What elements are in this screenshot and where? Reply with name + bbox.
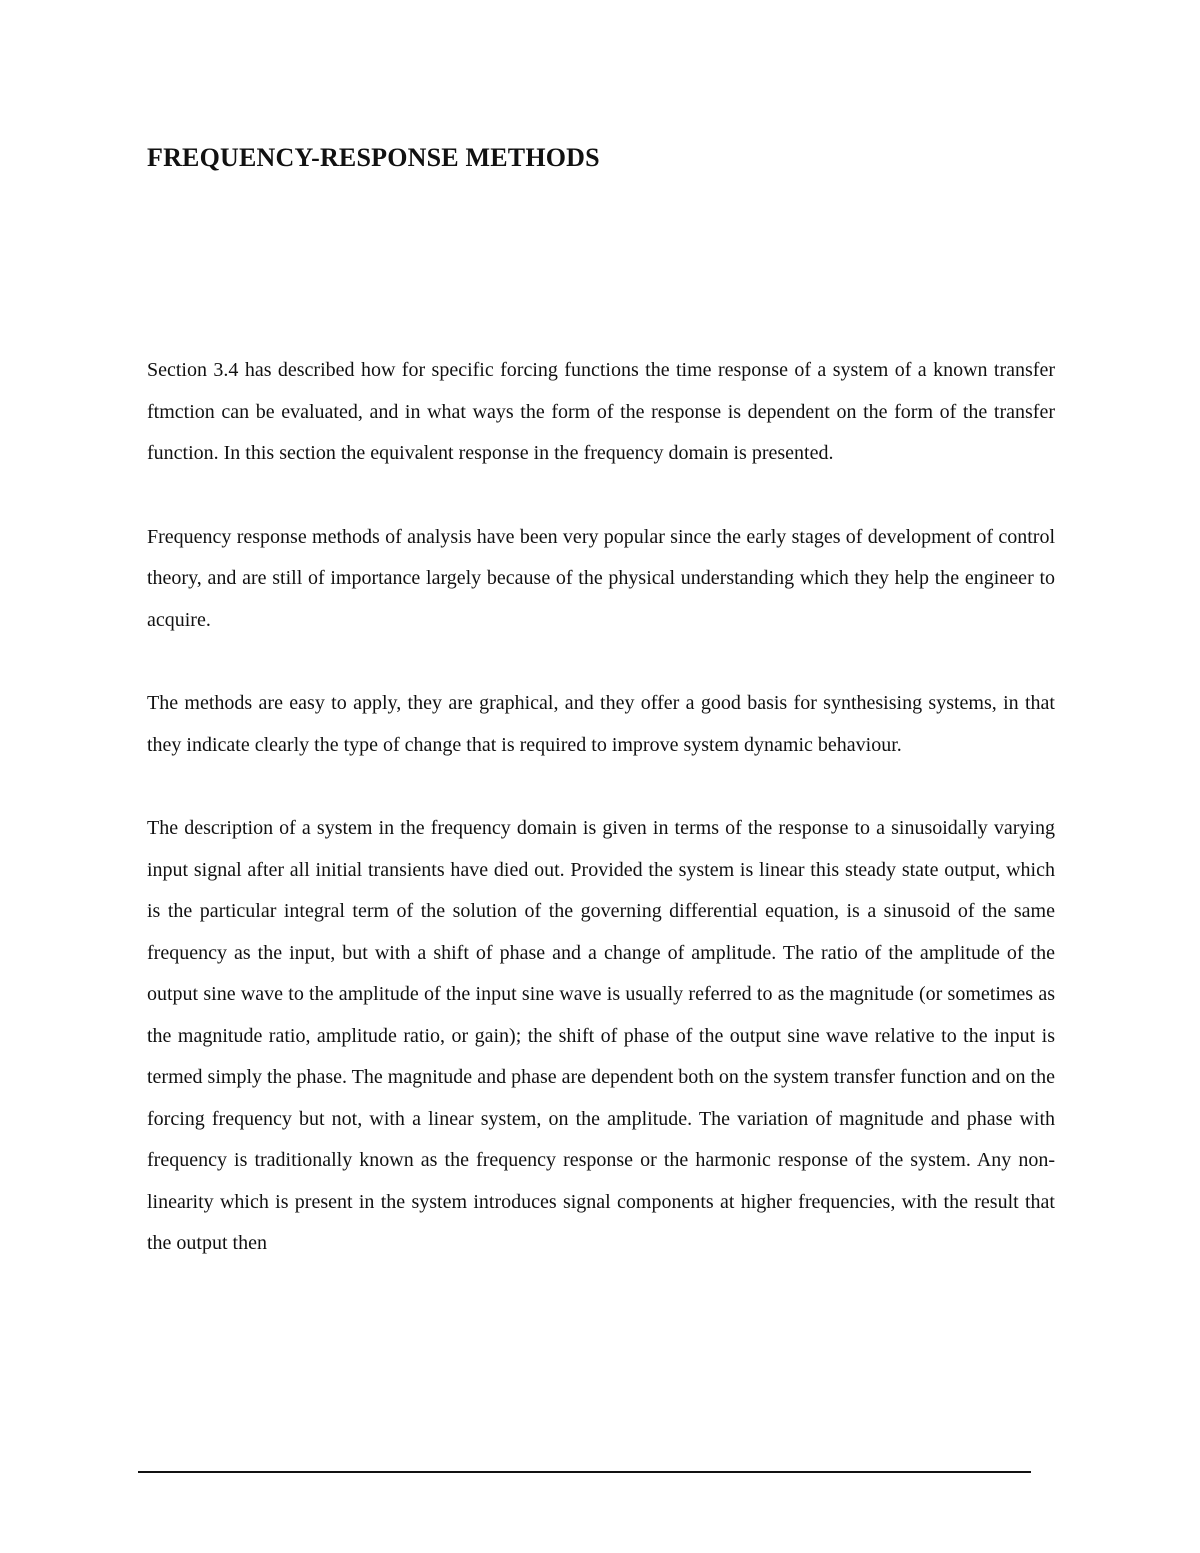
paragraph-popularity: Frequency response methods of analysis have been very popular since the early stages of development of control theory, and are still of importance largely because of the physical understanding which they help the engineer to acquire. [147, 525, 1055, 631]
page-title: FREQUENCY-RESPONSE METHODS [147, 143, 600, 172]
paragraph-methods: The methods are easy to apply, they are graphical, and they offer a good basis for synthesising systems, in that they indicate clearly the type of change that is required to improve system dynamic behaviour. [147, 692, 1055, 756]
paragraph-description: The description of a system in the frequency domain is given in terms of the response to a sinusoidally varying input signal after all initial transients have died out. Provided the system is linear this steady state output, which is the particular integral term of the solution of the governing differential equation, is a sinusoid of the same frequency as the input, but with a shift of phase and a change of amplitude. The ratio of the amplitude of the output sine wave to the amplitude of the input sine wave is usually referred to as the magnitude (or sometimes as the magnitude ratio, amplitude ratio, or gain); the shift of phase of the output sine wave relative to the input is termed simply the phase. The magnitude and phase are dependent both on the system transfer function and on the forcing frequency but not, with a linear system, on the amplitude. The variation of magnitude and phase with frequency is traditionally known as the frequency response or the harmonic response of the system. Any non-linearity which is present in the system introduces signal components at higher frequencies, with the result that the output then [147, 817, 1055, 1254]
footer-divider [138, 1471, 1031, 1473]
paragraph-intro: Section 3.4 has described how for specific forcing functions the time response of a system of a known transfer ftmction can be evaluated, and in what ways the form of the response is dependent on the form of the transfer function. In this section the equivalent response in the frequency domain is presented. [147, 359, 1055, 464]
body-text [147, 350, 1055, 1307]
